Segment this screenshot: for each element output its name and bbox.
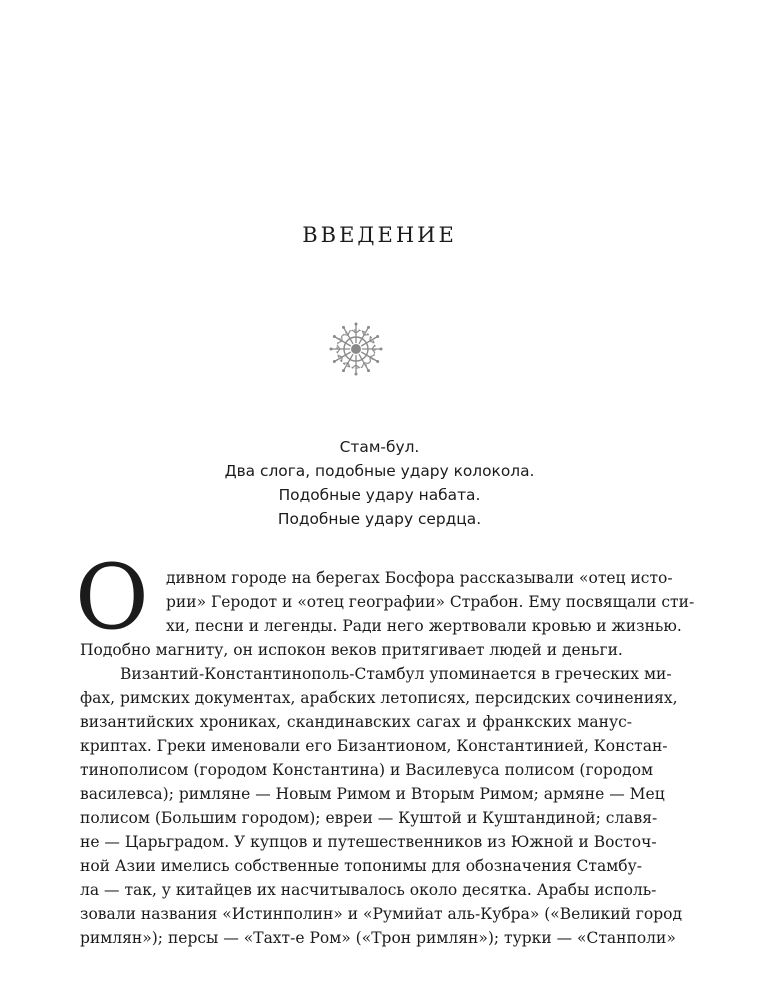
body-line: не — Царьградом. У купцов и путешественников из Южной и Восточ- [80,833,657,851]
body-line: римлян»); персы — «Тахт-е Ром» («Трон римлян»); турки — «Станполи» [80,929,676,947]
body-line: зовали названия «Истинполин» и «Румийат аль-Кубра» («Великий город [80,905,683,923]
body-line: дивном городе на берегах Босфора рассказывали «отец исто- [166,569,673,587]
chapter-title: ВВЕДЕНИЕ [302,223,457,247]
epigraph-line: Стам-бул. [339,438,420,456]
body-line: хи, песни и легенды. Ради него жертвовали кровью и жизнью. [166,617,682,635]
drop-cap: О [75,545,149,650]
epigraph-line: Подобные удару набата. [278,486,481,504]
body-line: рии» Геродот и «отец географии» Страбон. Ему посвящали сти- [166,593,695,611]
body-line: василевса); римляне — Новым Римом и Вторым Римом; армяне — Мец [80,785,665,803]
body-line: Подобно магниту, он испокон веков притягивает людей и деньги. [80,641,623,659]
body-line: полисом (Большим городом); евреи — Куштой и Куштандиной; славя- [80,809,658,827]
body-line: ла — так, у китайцев их насчитывалось около десятка. Арабы исполь- [80,881,657,899]
snowflake-ornament-icon [329,322,383,376]
body-line: Византий-Константинополь-Стамбул упоминается в греческих ми- [120,665,672,683]
body-line: фах, римских документах, арабских летописях, персидских сочинениях, [80,689,678,707]
body-line: византийских хрониках, скандинавских сагах и франкских манус- [80,713,632,731]
body-line: криптах. Греки именовали его Бизантионом, Константинией, Констан- [80,737,668,755]
epigraph [150,435,609,531]
body-line: тинополисом (городом Константина) и Василевуса полисом (городом [80,761,654,779]
epigraph-line: Два слога, подобные удару колокола. [224,462,535,480]
epigraph-line: Подобные удару сердца. [277,510,482,528]
body-line: ной Азии имелись собственные топонимы для обозначения Стамбу- [80,857,642,875]
